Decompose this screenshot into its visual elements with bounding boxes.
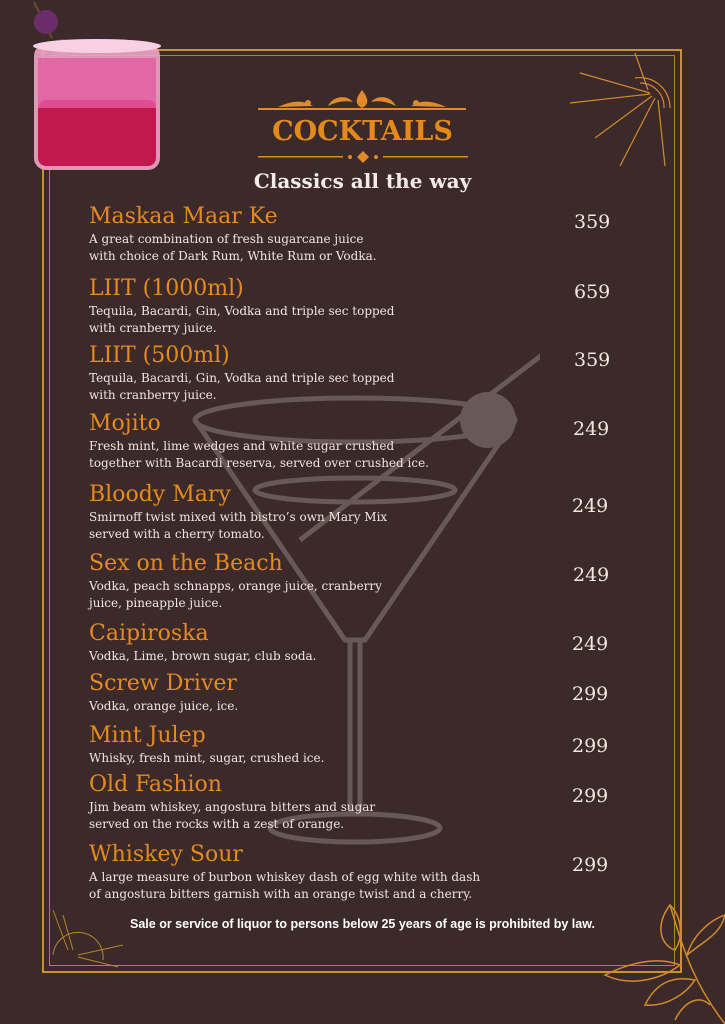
menu-item [89, 482, 629, 543]
item-price: 659 [574, 281, 611, 303]
menu-item [89, 276, 629, 337]
menu-item [89, 551, 629, 612]
title-divider-icon [258, 150, 468, 164]
item-price: 359 [574, 211, 611, 233]
corner-ornament-icon [48, 905, 128, 975]
item-name: Bloody Mary [89, 482, 231, 507]
item-price: 249 [572, 495, 609, 517]
menu-subtitle: Classics all the way [253, 169, 472, 193]
menu-item [89, 204, 629, 265]
leaf-ornament-icon [575, 895, 725, 1024]
menu-item [89, 842, 629, 903]
item-description: A large measure of burbon whiskey dash of egg white with dash of angostura bitters garnish with an orange twist and a cherry. [89, 870, 481, 901]
item-price: 299 [572, 683, 609, 705]
item-description: Vodka, peach schnapps, orange juice, cranberry juice, pineapple juice. [89, 579, 382, 610]
item-description: Smirnoff twist mixed with bistro’s own Mary Mix served with a cherry tomato. [89, 510, 388, 541]
item-price: 299 [572, 854, 609, 876]
menu-item [89, 671, 629, 715]
item-price: 299 [572, 735, 609, 757]
item-name: Mojito [89, 411, 161, 436]
item-price: 249 [573, 418, 610, 440]
item-name: LIIT (1000ml) [89, 276, 244, 301]
item-name: Maskaa Maar Ke [89, 204, 278, 229]
item-price: 249 [572, 633, 609, 655]
item-name: Whiskey Sour [89, 842, 243, 867]
menu-item [89, 411, 629, 472]
menu-item [89, 343, 629, 404]
item-price: 249 [573, 564, 610, 586]
item-name: LIIT (500ml) [89, 343, 230, 368]
header-flourish-icon [258, 88, 466, 114]
item-description: Vodka, orange juice, ice. [89, 699, 239, 713]
item-price: 359 [574, 349, 611, 371]
item-name: Sex on the Beach [89, 551, 283, 576]
item-description: Vodka, Lime, brown sugar, club soda. [89, 649, 317, 663]
item-name: Caipiroska [89, 621, 209, 646]
item-price: 299 [572, 785, 609, 807]
item-description: Tequila, Bacardi, Gin, Vodka and triple sec topped with cranberry juice. [89, 371, 395, 402]
menu-item [89, 772, 629, 833]
item-name: Screw Driver [89, 671, 237, 696]
menu-item [89, 723, 629, 767]
item-description: Tequila, Bacardi, Gin, Vodka and triple sec topped with cranberry juice. [89, 304, 395, 335]
legal-disclaimer: Sale or service of liquor to persons below 25 years of age is prohibited by law. [130, 917, 595, 931]
item-name: Mint Julep [89, 723, 206, 748]
item-description: Jim beam whiskey, angostura bitters and sugar served on the rocks with a zest of orange. [89, 800, 376, 831]
pink-cocktail-glass-icon [24, 0, 169, 175]
sun-ornament-icon [560, 48, 690, 168]
menu-item [89, 621, 629, 665]
item-description: Fresh mint, lime wedges and white sugar crushed together with Bacardi reserva, served over crushed ice. [89, 439, 429, 470]
item-description: A great combination of fresh sugarcane juice with choice of Dark Rum, White Rum or Vodka. [89, 232, 377, 263]
item-name: Old Fashion [89, 772, 222, 797]
menu-title: COCKTAILS [272, 116, 453, 147]
item-description: Whisky, fresh mint, sugar, crushed ice. [89, 751, 325, 765]
